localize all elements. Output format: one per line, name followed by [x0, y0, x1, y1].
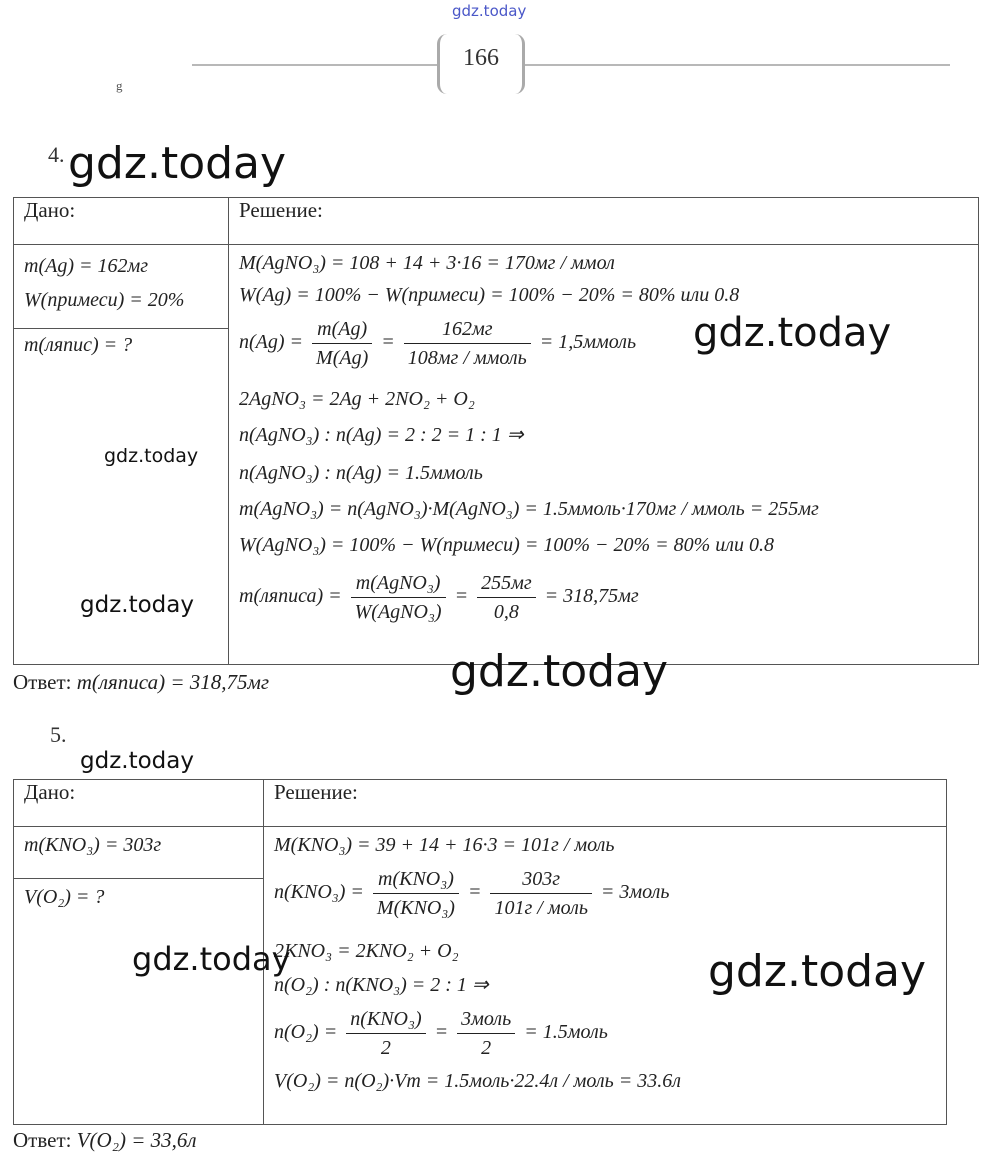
- watermark: gdz.today: [450, 646, 669, 697]
- page-number: 166: [437, 34, 525, 94]
- fraction: $\frac{\text{3моль}}{2}$: [457, 1007, 515, 1060]
- header-watermark: gdz.today: [452, 2, 527, 20]
- problem-5-answer: Ответ: V(O₂) = 33,6л: [13, 1128, 197, 1152]
- problem-4-answer: Ответ: m(ляписа) = 318,75мг: [13, 670, 270, 694]
- fraction: $\frac{m(Ag)}{M(Ag)}$: [312, 317, 372, 370]
- solution-line: n(O₂) : n(KNO₃) = 2 : 1 ⇒: [274, 974, 489, 996]
- solution-line: n(AgNO₃) : n(Ag) = 1.5ммоль: [239, 462, 483, 484]
- solution-header: Решение:: [229, 198, 979, 245]
- watermark-large: gdz.today: [68, 138, 287, 189]
- given-cell: [14, 245, 229, 329]
- solution-header: Решение:: [264, 780, 947, 827]
- solution-fraction-line: n(KNO₃) = $\frac{\text{m(KNO₃)}}{\text{M(KNO₃)}}$ = $\frac{303г}{\text{101г / моль}}$ = 3моль: [274, 868, 670, 919]
- watermark: gdz.today: [132, 940, 291, 978]
- find-line: V(O₂) = ?: [24, 886, 105, 908]
- watermark: gdz.today: [104, 445, 199, 467]
- fraction: $\frac{162мг}{\text{108мг / ммоль}}$: [404, 317, 531, 370]
- problem-4-number: 4.: [48, 142, 65, 167]
- solution-line: W(AgNO₃) = 100% − W(примеси) = 100% − 20% = 80% или 0.8: [239, 534, 775, 556]
- solution-line: 2AgNO₃ = 2Ag + 2NO₂ + O₂: [239, 388, 475, 410]
- given-line: m(KNO₃) = 303г: [24, 834, 162, 856]
- given-line: W(примеси) = 20%: [24, 289, 185, 311]
- solution-line: M(KNO₃) = 39 + 14 + 16·3 = 101г / моль: [274, 834, 615, 856]
- given-header: Дано:: [14, 198, 229, 245]
- solution-fraction-line: n(Ag) = $\frac{m(Ag)}{M(Ag)}$ = $\frac{162мг}{\text{108мг / ммоль}}$ = 1,5ммоль: [239, 318, 637, 369]
- find-line: m(ляпис) = ?: [24, 334, 133, 356]
- fraction: $\frac{\text{m(KNO₃)}}{\text{M(KNO₃)}}$: [373, 867, 459, 920]
- watermark: gdz.today: [80, 748, 194, 774]
- given-line: m(Ag) = 162мг: [24, 255, 149, 277]
- watermark: gdz.today: [693, 310, 892, 356]
- solution-line: m(AgNO₃) = n(AgNO₃)·M(AgNO₃) = 1.5ммоль·170мг / ммоль = 255мг: [239, 498, 819, 520]
- corner-mark: g: [116, 78, 123, 93]
- page-rule-left: [192, 64, 437, 66]
- find-cell: [14, 879, 264, 1125]
- fraction: $\frac{\text{n(KNO₃)}}{2}$: [346, 1007, 425, 1060]
- solution-line: V(O₂) = n(O₂)·Vm = 1.5моль·22.4л / моль = 33.6л: [274, 1070, 681, 1092]
- problem-5-number: 5.: [50, 722, 67, 747]
- given-header: Дано:: [14, 780, 264, 827]
- solution-line: M(AgNO₃) = 108 + 14 + 3·16 = 170мг / ммол: [239, 252, 615, 274]
- solution-line: n(AgNO₃) : n(Ag) = 2 : 2 = 1 : 1 ⇒: [239, 424, 524, 446]
- fraction: $\frac{303г}{\text{101г / моль}}$: [490, 867, 591, 920]
- watermark: gdz.today: [708, 946, 927, 997]
- solution-line: 2KNO₃ = 2KNO₂ + O₂: [274, 940, 459, 962]
- fraction: $\frac{255мг}{0,8}$: [477, 571, 536, 624]
- page-rule-right: [525, 64, 950, 66]
- solution-cell: [229, 245, 979, 665]
- solution-fraction-line: n(O₂) = $\frac{\text{n(KNO₃)}}{2}$ = $\frac{\text{3моль}}{2}$ = 1.5моль: [274, 1008, 608, 1059]
- fraction: $\frac{\text{m(AgNO₃)}}{\text{W(AgNO₃)}}$: [351, 571, 446, 624]
- solution-fraction-line: m(ляписа) = $\frac{\text{m(AgNO₃)}}{\text{W(AgNO₃)}}$ = $\frac{255мг}{0,8}$ = 318,75мг: [239, 572, 639, 623]
- watermark: gdz.today: [80, 592, 194, 618]
- given-cell: [14, 827, 264, 879]
- solution-line: W(Ag) = 100% − W(примеси) = 100% − 20% = 80% или 0.8: [239, 284, 740, 306]
